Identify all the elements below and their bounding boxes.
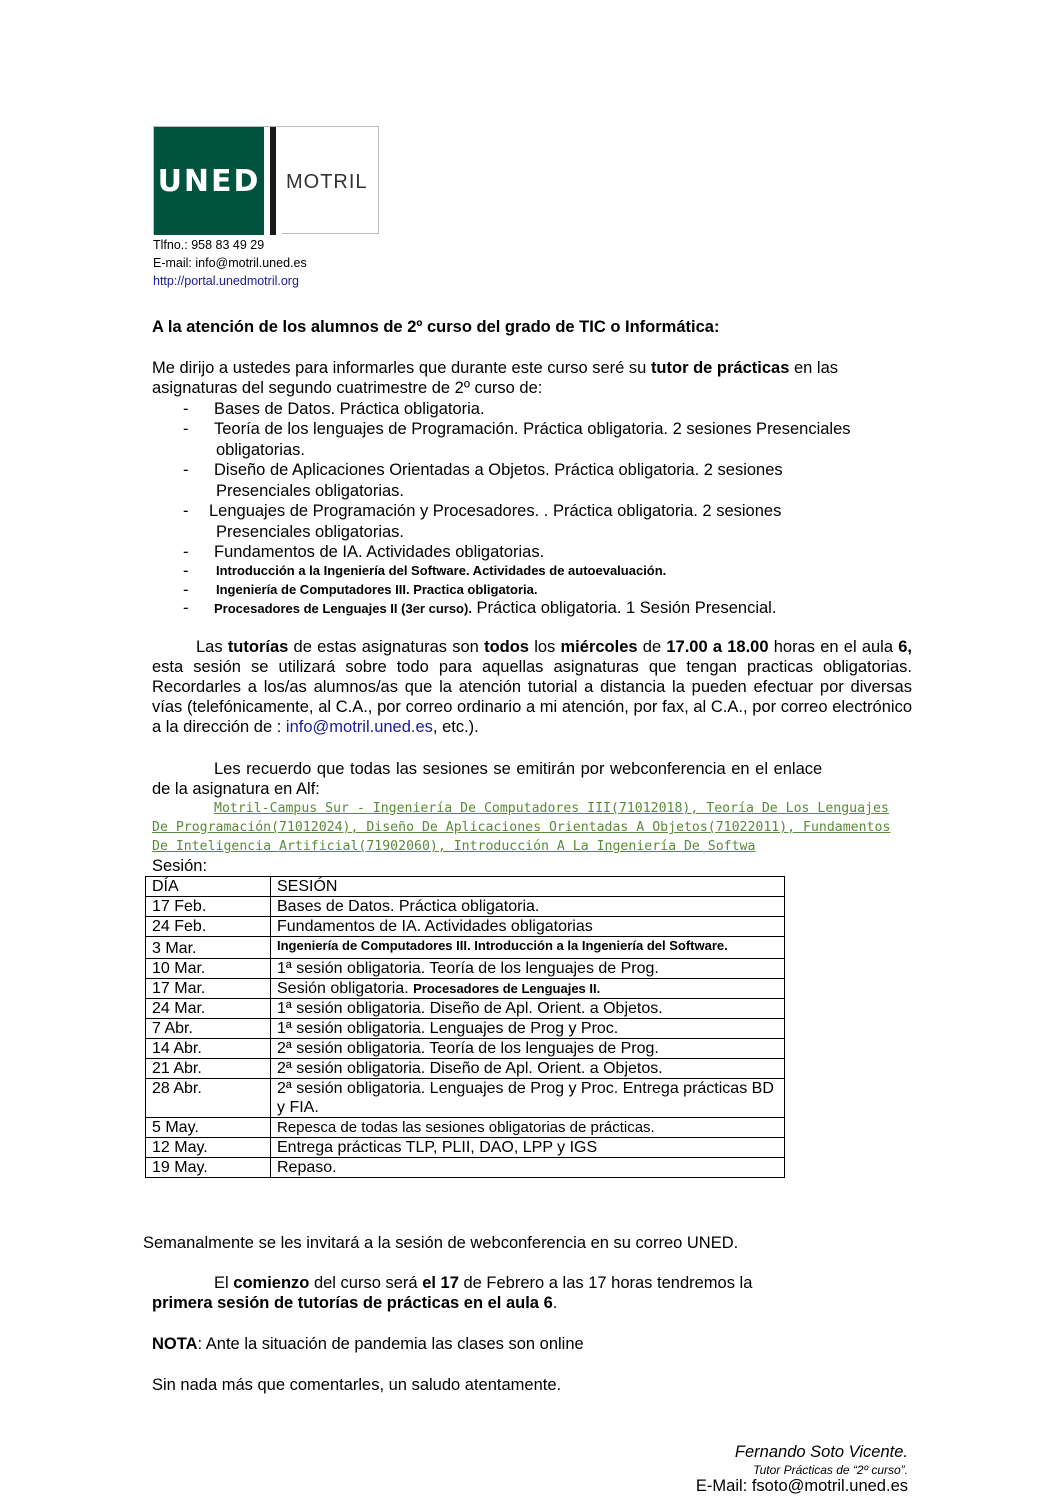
tutorias-paragraph: Las tutorías de estas asignaturas son todos los miércoles de 17.00 a 18.00 horas en el aula 6, esta sesión se utilizará sobre todo para aquellas asignaturas que tengan practicas obligatorias. Recordarles a los/as alumnos/as que la atención tutorial a distancia la pueden efectuar por diversas vías (telefónicamente, al C.A., por correo ordinario a mi atención, por fax, al C.A., por correo electrónico a la dirección de : info@motril.uned.es, etc.). xyxy=(152,638,913,736)
table-row: 7 Abr. 1ª sesión obligatoria. Lenguajes de Prog y Proc. xyxy=(146,1019,785,1039)
table-row: 24 Feb. Fundamentos de IA. Actividades obligatorias xyxy=(146,917,785,937)
closing-text: Sin nada más que comentarles, un saludo atentamente. xyxy=(152,1376,562,1394)
email-text: E-mail: info@motril.uned.es xyxy=(153,256,307,270)
intro-bold: tutor de prácticas xyxy=(650,359,790,377)
alf-course-link[interactable]: Motril-Campus Sur - Ingeniería De Computadores III(71012018), Teoría De Los Lenguajes De Programación(71012024), Diseño De Aplicaciones Orientadas A Objetos(71022011), Fundamentos De Inteligencia Artificial(71902060), Introducción A La Ingeniería De Softwa xyxy=(152,801,891,854)
logo-brand: UNED xyxy=(154,127,264,235)
page-heading: A la atención de los alumnos de 2º curso del grado de TIC o Informática: xyxy=(152,318,720,336)
table-row: 17 Feb. Bases de Datos. Práctica obligatoria. xyxy=(146,897,785,917)
table-row: 12 May. Entrega prácticas TLP, PLII, DAO, LPP y IGS xyxy=(146,1138,785,1158)
logo-bar xyxy=(270,127,276,235)
website-link[interactable]: http://portal.unedmotril.org xyxy=(153,274,299,288)
header-day: DÍA xyxy=(146,877,271,897)
intro-paragraph xyxy=(152,358,912,398)
table-row: 10 Mar. 1ª sesión obligatoria. Teoría de los lenguajes de Prog. xyxy=(146,959,785,979)
table-row: 3 Mar. Ingeniería de Computadores III. Introducción a la Ingeniería del Software. xyxy=(146,937,785,959)
schedule-table xyxy=(145,876,785,1178)
signature-name: Fernando Soto Vicente. xyxy=(734,1443,908,1461)
tutor-email-link[interactable]: info@motril.uned.es xyxy=(285,718,433,736)
webconf-paragraph: Les recuerdo que todas las sesiones se emitirán por webconferencia en el enlace de la asignatura en Alf: xyxy=(152,760,823,798)
intro-text-end: en las xyxy=(789,359,839,377)
table-row: 5 May. Repesca de todas las sesiones obligatorias de prácticas. xyxy=(146,1118,785,1138)
table-row: 19 May. Repaso. xyxy=(146,1158,785,1178)
signature-role: Tutor Prácticas de “2º curso”. xyxy=(753,1463,908,1477)
table-row: 14 Abr. 2ª sesión obligatoria. Teoría de los lenguajes de Prog. xyxy=(146,1039,785,1059)
contact-block xyxy=(153,236,307,290)
phone-text: Tlfno.: 958 83 49 29 xyxy=(153,238,265,252)
table-row: 24 Mar. 1ª sesión obligatoria. Diseño de Apl. Orient. a Objetos. xyxy=(146,999,785,1019)
uned-logo xyxy=(153,126,379,234)
table-footer-note: Semanalmente se les invitará a la sesión de webconferencia en su correo UNED. xyxy=(143,1234,739,1252)
nota-paragraph: NOTA: Ante la situación de pandemia las clases son online xyxy=(152,1335,584,1353)
header-session: SESIÓN xyxy=(271,877,785,897)
intro-line-2: asignaturas del segundo cuatrimestre de 2º curso de: xyxy=(152,379,543,397)
signature-email: E-Mail: fsoto@motril.uned.es xyxy=(695,1477,908,1495)
table-row: 28 Abr. 2ª sesión obligatoria. Lenguajes de Prog y Proc. Entrega prácticas BD y FIA. xyxy=(146,1079,785,1118)
table-row: 17 Mar. Sesión obligatoria. Procesadores de Lenguajes II. xyxy=(146,979,785,999)
logo-center-name: MOTRIL xyxy=(286,171,368,193)
start-paragraph: El comienzo del curso será el 17 de Febrero a las 17 horas tendremos la primera sesión de tutorías de prácticas en el aula 6. xyxy=(152,1274,753,1312)
table-row: 21 Abr. 2ª sesión obligatoria. Diseño de Apl. Orient. a Objetos. xyxy=(146,1059,785,1079)
session-label: Sesión: xyxy=(152,857,208,875)
table-header-row xyxy=(146,877,785,897)
intro-text: Me dirijo a ustedes para informarles que durante este curso seré su xyxy=(152,359,651,377)
